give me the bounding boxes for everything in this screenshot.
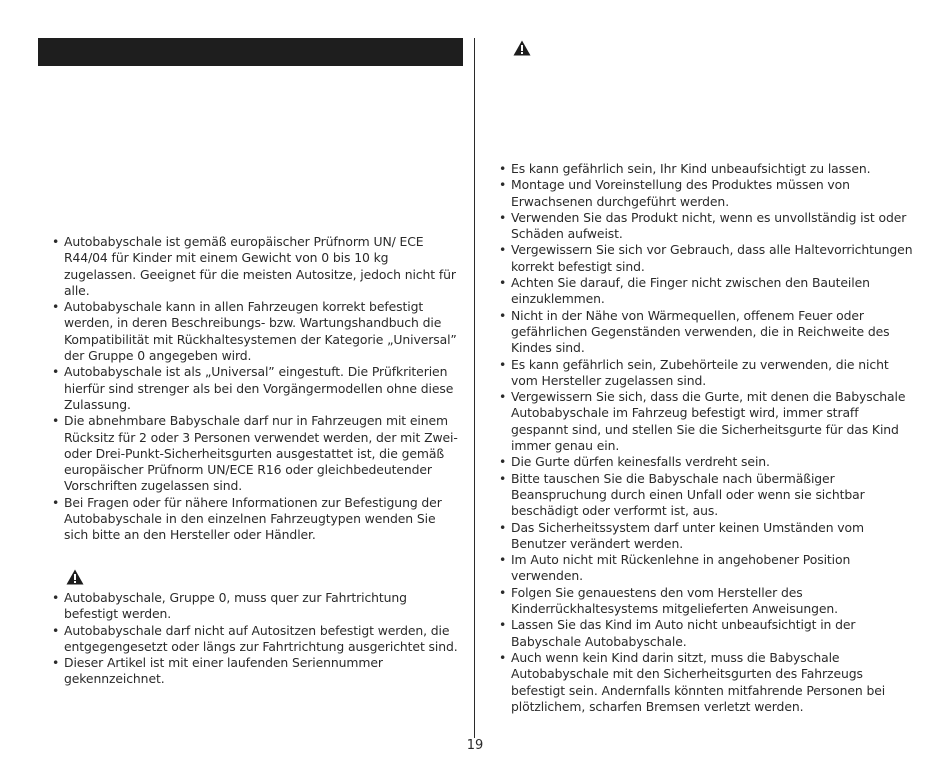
list-item: • Auch wenn kein Kind darin sitzt, muss die Babyschale Autobabyschale mit den Sicherheitsgurten des Fahrzeugs befestigt sein. Andernfalls könnten mitfahrende Personen bei plötzlichem, scharfen Bremsen verletzt werden. [497, 650, 915, 715]
warning-triangle-icon [513, 40, 531, 56]
list-item: • Das Sicherheitssystem darf unter keinen Umständen vom Benutzer verändert werden. [497, 520, 915, 553]
list-item: • Autobabyschale ist gemäß europäischer Prüfnorm UN/ ECE R44/04 für Kinder mit einem Gewicht von 0 bis 10 kg zugelassen. Geeignet für die meisten Autositze, jedoch nicht für alle. [50, 234, 462, 299]
list-item: • Autobabyschale ist als „Universal” eingestuft. Die Prüfkriterien hierfür sind strenger als bei den Vorgängermodellen ohne diese Zulassung. [50, 364, 462, 413]
list-item: • Montage und Voreinstellung des Produktes müssen von Erwachsenen durchgeführt werden. [497, 177, 915, 210]
list-item: • Achten Sie darauf, die Finger nicht zwischen den Bauteilen einzuklemmen. [497, 275, 915, 308]
right-bullet-section [497, 161, 915, 715]
list-item: • Vergewissern Sie sich vor Gebrauch, dass alle Haltevorrichtungen korrekt befestigt sind. [497, 242, 915, 275]
left-warning-section [50, 590, 462, 688]
list-item: • Bei Fragen oder für nähere Informationen zur Befestigung der Autobabyschale in den einzelnen Fahrzeugtypen wenden Sie sich bitte an den Hersteller oder Händler. [50, 495, 462, 544]
list-item: • Folgen Sie genauestens den vom Hersteller des Kinderrückhaltesystems mitgelieferten Anweisungen. [497, 585, 915, 618]
list-item: • Bitte tauschen Sie die Babyschale nach übermäßiger Beanspruchung durch einen Unfall oder wenn sie sichtbar beschädigt oder verformt ist, aus. [497, 471, 915, 520]
list-item: • Im Auto nicht mit Rückenlehne in angehobener Position verwenden. [497, 552, 915, 585]
list-item: • Dieser Artikel ist mit einer laufenden Seriennummer gekennzeichnet. [50, 655, 462, 688]
warning-triangle-icon [66, 569, 84, 585]
list-item: • Autobabyschale kann in allen Fahrzeugen korrekt befestigt werden, in deren Beschreibungs- bzw. Wartungshandbuch die Kompatibilität mit Rückhaltesystemen der Kategorie „Universal” der Gruppe 0 angegeben wird. [50, 299, 462, 364]
warning-bullet-list [50, 590, 462, 688]
section-header-bar [38, 38, 463, 66]
list-item: • Es kann gefährlich sein, Zubehörteile zu verwenden, die nicht vom Hersteller zugelassen sind. [497, 357, 915, 390]
list-item: • Die abnehmbare Babyschale darf nur in Fahrzeugen mit einem Rücksitz für 2 oder 3 Personen verwendet werden, der mit Zwei- oder Drei-Punkt-Sicherheitsgurten ausgestattet ist, die gemäß europäischer Prüfnorm UN/ECE R16 oder gleichbedeutender Vorschriften zugelassen sind. [50, 413, 462, 494]
left-bullet-section [50, 234, 462, 544]
list-item: • Lassen Sie das Kind im Auto nicht unbeaufsichtigt in der Babyschale Autobabyschale. [497, 617, 915, 650]
list-item: • Autobabyschale darf nicht auf Autositzen befestigt werden, die entgegengesetzt oder längs zur Fahrtrichtung ausgerichtet sind. [50, 623, 462, 656]
list-item: • Vergewissern Sie sich, dass die Gurte, mit denen die Babyschale Autobabyschale im Fahrzeug befestigt wird, immer straff gespannt sind, und stellen Sie die Sicherheitsgurte für das Kind immer genau ein. [497, 389, 915, 454]
list-item: • Autobabyschale, Gruppe 0, muss quer zur Fahrtrichtung befestigt werden. [50, 590, 462, 623]
list-item: • Es kann gefährlich sein, Ihr Kind unbeaufsichtigt zu lassen. [497, 161, 915, 177]
list-item: • Nicht in der Nähe von Wärmequellen, offenem Feuer oder gefährlichen Gegenständen verwenden, die in Reichweite des Kindes sind. [497, 308, 915, 357]
left-bullet-list [50, 234, 462, 544]
list-item: • Die Gurte dürfen keinesfalls verdreht sein. [497, 454, 915, 470]
column-divider [474, 38, 475, 738]
page-number: 19 [466, 738, 484, 753]
list-item: • Verwenden Sie das Produkt nicht, wenn es unvollständig ist oder Schäden aufweist. [497, 210, 915, 243]
right-bullet-list [497, 161, 915, 715]
